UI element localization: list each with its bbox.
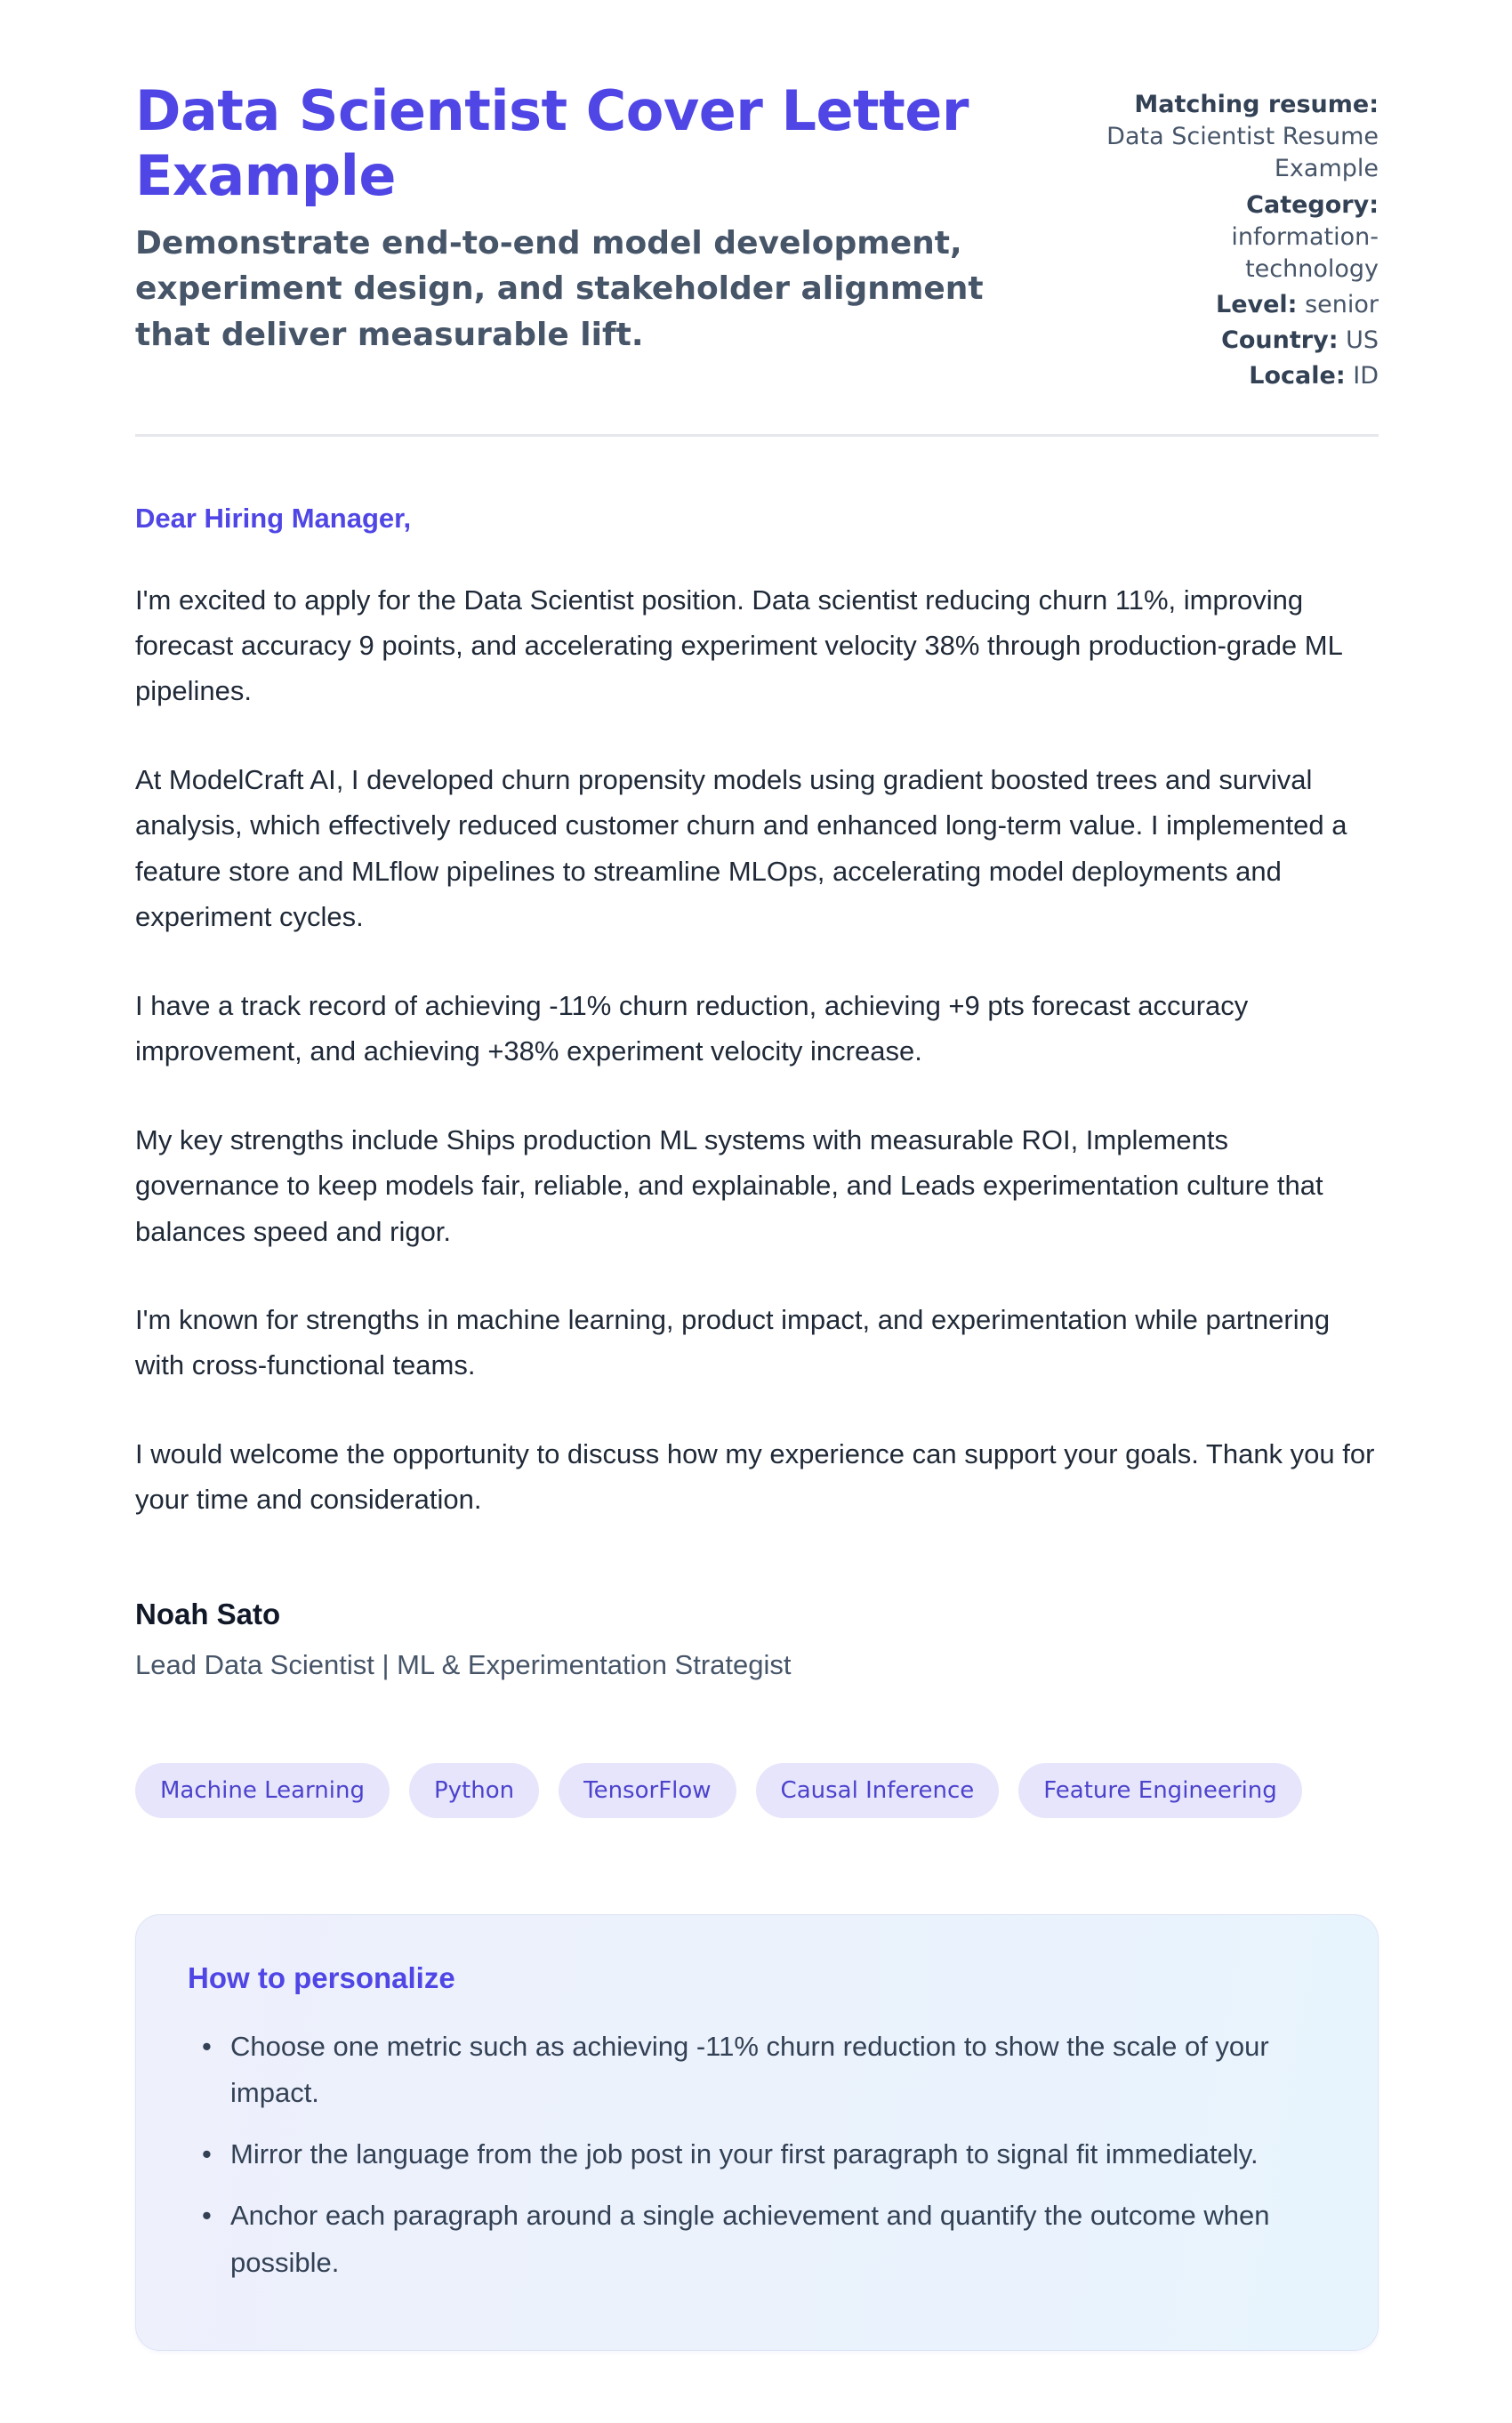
skill-tag[interactable]: Causal Inference <box>756 1763 1000 1818</box>
meta-locale-value: ID <box>1353 362 1379 390</box>
header-left <box>135 78 1023 358</box>
meta-locale-label: Locale: <box>1249 362 1346 390</box>
letter-paragraph: I would welcome the opportunity to discuss how my experience can support your goals. Thank you for your time and consideration. <box>135 1437 1375 1516</box>
letter-paragraph: I'm known for strengths in machine learning, product impact, and experimentation while partnering with cross-functional teams. <box>135 1303 1331 1381</box>
letter-paragraph: I'm excited to apply for the Data Scientist position. Data scientist reducing churn 11%, improving forecast accuracy 9 points, and accelerating experiment velocity 38% through production-grade ML pipelines. <box>135 584 1342 707</box>
meta-category-value: information-technology <box>1231 222 1379 283</box>
personalize-bullet: • Mirror the language from the job post in your first paragraph to signal fit immediately. <box>188 2131 1308 2178</box>
meta-country-value: US <box>1346 326 1379 355</box>
page-title: Data Scientist Cover Letter Example <box>135 78 969 209</box>
meta-level-label: Level: <box>1216 291 1298 319</box>
meta-matching-resume <box>1058 89 1379 186</box>
personalize-list <box>188 2024 1326 2286</box>
cover-letter-body <box>135 503 1379 1681</box>
signature-name: Noah Sato <box>135 1597 281 1630</box>
personalize-tips-box <box>135 1914 1379 2351</box>
skill-tag[interactable]: TensorFlow <box>559 1763 736 1818</box>
letter-paragraph: My key strengths include Ships production ML systems with measurable ROI, Implements governance to keep models fair, reliable, and explainable, and Leads experimentation culture that balances speed and rigor. <box>135 1123 1323 1247</box>
meta-level <box>1058 289 1379 321</box>
personalize-bullet: • Choose one metric such as achieving -11% churn reduction to show the scale of your impact. <box>188 2024 1308 2117</box>
skill-tag[interactable]: Python <box>409 1763 539 1818</box>
letter-paragraph: I have a track record of achieving -11% churn reduction, achieving +9 pts forecast accuracy improvement, and achieving +38% experiment velocity increase. <box>135 989 1249 1067</box>
letter-paragraph: At ModelCraft AI, I developed churn propensity models using gradient boosted trees and survival analysis, which effectively reduced customer churn and enhanced long-term value. I implemented a feature store and MLflow pipelines to streamline MLOps, accelerating model deployments and experiment cycles. <box>135 763 1347 933</box>
personalize-bullet: • Anchor each paragraph around a single achievement and quantify the outcome when possible. <box>188 2193 1308 2286</box>
meta-category-label: Category: <box>1246 190 1379 219</box>
skill-tag[interactable]: Feature Engineering <box>1018 1763 1302 1818</box>
meta-matching-resume-label: Matching resume: <box>1134 91 1379 118</box>
meta-matching-resume-value: Data Scientist Resume Example <box>1106 123 1379 183</box>
meta-level-value: senior <box>1305 291 1379 319</box>
signature-role: Lead Data Scientist | ML & Experimentation Strategist <box>135 1648 792 1680</box>
letter-greeting: Dear Hiring Manager, <box>135 502 412 534</box>
resume-meta <box>1058 78 1379 397</box>
meta-locale <box>1058 360 1379 392</box>
meta-country <box>1058 325 1379 357</box>
page-subtitle: Demonstrate end-to-end model development, experiment design, and stakeholder alignment that deliver measurable lift. <box>135 225 984 353</box>
personalize-title: How to personalize <box>188 1960 455 1994</box>
meta-country-label: Country: <box>1221 326 1339 355</box>
meta-category <box>1058 189 1379 286</box>
skill-tag[interactable]: Machine Learning <box>135 1763 390 1818</box>
skill-tag-list <box>135 1763 1379 1818</box>
header <box>135 78 1379 437</box>
